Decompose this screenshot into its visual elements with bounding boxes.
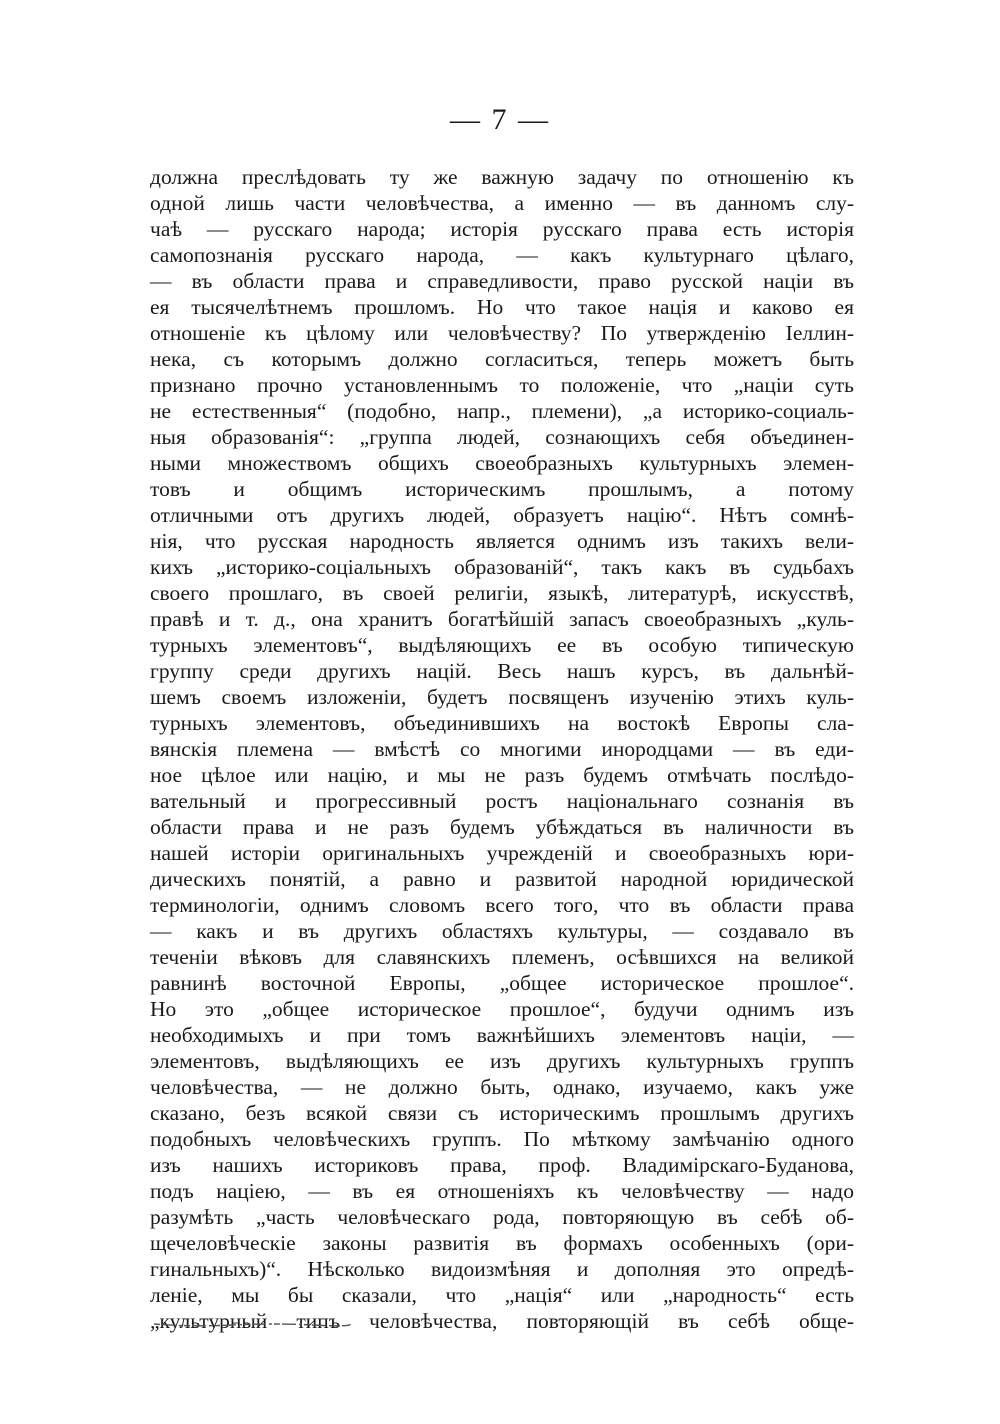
text-line: ея тысячелѣтнемъ прошломъ. Но что такое нація и каково ея (150, 295, 854, 319)
text-line: нашей исторіи оригинальныхъ учрежденій и своеобразныхъ юри- (150, 841, 854, 865)
text-line: должна преслѣдовать ту же важную задачу по отношенію къ (150, 165, 854, 189)
text-line: дическихъ понятій, а равно и развитой народной юридической (150, 867, 854, 891)
text-line: „культурный типъ человѣчества, повторяющій въ себѣ обще- (150, 1309, 854, 1333)
text-line: отличными отъ другихъ людей, образуетъ націю“. Нѣтъ сомнѣ- (150, 503, 854, 527)
text-line: группу среди другихъ націй. Весь нашъ курсъ, въ дальнѣй- (150, 659, 854, 683)
text-line: товъ и общимъ историческимъ прошлымъ, а потому (150, 477, 854, 501)
text-line: отношеніе къ цѣлому или человѣчеству? По утвержденію Іеллин- (150, 321, 854, 345)
text-line: разумѣть „часть человѣческаго рода, повторяющую въ себѣ об- (150, 1205, 854, 1229)
text-line: теченіи вѣковъ для славянскихъ племенъ, осѣвшихся на великой (150, 945, 854, 969)
text-line: — какъ и въ другихъ областяхъ культуры, — создавало въ (150, 919, 854, 943)
text-line: правѣ и т. д., она хранитъ богатѣйшій запасъ своеобразныхъ „куль- (150, 607, 854, 631)
text-line: вательный и прогрессивный ростъ національнаго сознанія въ (150, 789, 854, 813)
text-line: подобныхъ человѣческихъ группъ. По мѣткому замѣчанію одного (150, 1127, 854, 1151)
text-line: Но это „общее историческое прошлое“, будучи однимъ изъ (150, 997, 854, 1021)
text-line: терминологіи, однимъ словомъ всего того, что въ области права (150, 893, 854, 917)
text-line: вянскія племена — вмѣстѣ со многими инородцами — въ еди- (150, 737, 854, 761)
text-line: изъ нашихъ историковъ права, проф. Владимірскаго-Буданова, (150, 1153, 854, 1177)
text-line: сказано, безъ всякой связи съ историческимъ прошлымъ другихъ (150, 1101, 854, 1125)
text-line: кихъ „историко-соціальныхъ образованій“, такъ какъ въ судьбахъ (150, 555, 854, 579)
text-line: гинальныхъ)“. Нѣсколько видоизмѣняя и дополняя это опредѣ- (150, 1257, 854, 1281)
text-line: ными множествомъ общихъ своеобразныхъ культурныхъ элемен- (150, 451, 854, 475)
text-line: своего прошлаго, въ своей религіи, языкѣ, литературѣ, искусствѣ, (150, 581, 854, 605)
text-line: леніе, мы бы сказали, что „нація“ или „народность“ есть (150, 1283, 854, 1307)
text-line: шемъ своемъ изложеніи, будетъ посвященъ изученію этихъ куль- (150, 685, 854, 709)
text-line: области права и не разъ будемъ убѣждаться въ наличности въ (150, 815, 854, 839)
text-line: — въ области права и справедливости, право русской націи въ (150, 269, 854, 293)
text-line: не естественныя“ (подобно, напр., племени), „а историко-социаль- (150, 399, 854, 423)
text-line: чаѣ — русскаго народа; исторія русскаго права есть исторія (150, 217, 854, 241)
text-line: турныхъ элементовъ, объединившихъ на востокѣ Европы сла- (150, 711, 854, 735)
text-line: необходимыхъ и при томъ важнѣйшихъ элементовъ націи, — (150, 1023, 854, 1047)
ink-underline-mark (152, 1320, 352, 1328)
text-line: ныя образованія“: „группа людей, сознающихъ себя объединен- (150, 425, 854, 449)
text-line: нія, что русская народность является однимъ изъ такихъ вели- (150, 529, 854, 553)
text-line: равнинѣ восточной Европы, „общее историческое прошлое“. (150, 971, 854, 995)
text-line: одной лишь части человѣчества, а именно — въ данномъ слу- (150, 191, 854, 215)
body-text (150, 164, 854, 1334)
text-line: турныхъ элементовъ“, выдѣляющихъ ее въ особую типическую (150, 633, 854, 657)
text-line: элементовъ, выдѣляющихъ ее изъ другихъ культурныхъ группъ (150, 1049, 854, 1073)
text-line: признано прочно установленнымъ то положеніе, что „націи суть (150, 373, 854, 397)
page-number: — 7 — (450, 103, 550, 136)
text-line: самопознанія русскаго народа, — какъ культурнаго цѣлаго, (150, 243, 854, 267)
text-line: человѣчества, — не должно быть, однако, изучаемо, какъ уже (150, 1075, 854, 1099)
text-line: ное цѣлое или націю, и мы не разъ будемъ отмѣчать послѣдо- (150, 763, 854, 787)
text-line: нека, съ которымъ должно согласиться, теперь можетъ быть (150, 347, 854, 371)
text-line: подъ націею, — въ ея отношеніяхъ къ человѣчеству — надо (150, 1179, 854, 1203)
text-line: щечеловѣческіе законы развитія въ формахъ особенныхъ (ори- (150, 1231, 854, 1255)
